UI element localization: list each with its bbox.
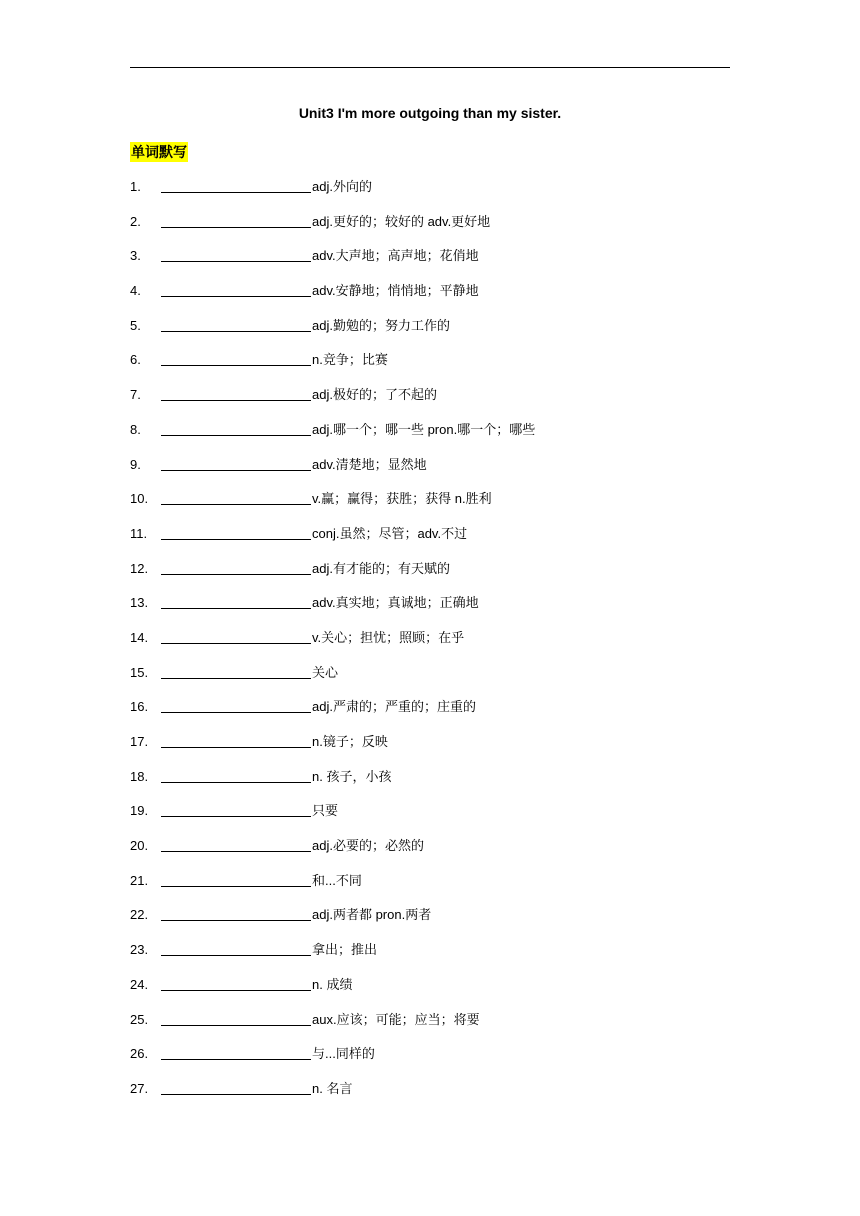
list-item <box>130 628 730 663</box>
item-number: 19. <box>130 803 149 819</box>
answer-blank[interactable] <box>161 871 311 887</box>
answer-blank[interactable] <box>161 385 311 401</box>
list-item <box>130 385 730 420</box>
item-number: 25. <box>130 1011 149 1027</box>
answer-blank[interactable] <box>161 489 311 505</box>
item-meaning: n. 孩子，小孩 <box>312 768 392 784</box>
list-item <box>130 350 730 385</box>
item-meaning: 拿出；推出 <box>312 942 378 958</box>
answer-blank[interactable] <box>161 663 311 679</box>
item-number: 9. <box>130 456 141 472</box>
item-number: 27. <box>130 1080 149 1096</box>
list-item <box>130 697 730 732</box>
item-meaning: n.镜子；反映 <box>312 734 388 749</box>
item-number: 24. <box>130 976 149 992</box>
answer-blank[interactable] <box>161 420 311 436</box>
list-item <box>130 246 730 281</box>
list-item <box>130 593 730 628</box>
item-meaning: conj.虽然；尽管；adv.不过 <box>312 525 468 541</box>
answer-blank[interactable] <box>161 975 311 991</box>
answer-blank[interactable] <box>161 697 311 713</box>
header-rule <box>130 67 730 68</box>
item-meaning: adv.大声地；高声地；花俏地 <box>312 248 479 264</box>
answer-blank[interactable] <box>161 767 311 783</box>
answer-blank[interactable] <box>161 628 311 644</box>
answer-blank[interactable] <box>161 524 311 540</box>
answer-blank[interactable] <box>161 1079 311 1095</box>
item-number: 20. <box>130 838 149 854</box>
list-item <box>130 559 730 594</box>
item-meaning: n.竞争；比赛 <box>312 352 388 368</box>
item-number: 2. <box>130 213 141 229</box>
answer-blank[interactable] <box>161 177 311 193</box>
list-item <box>130 1010 730 1045</box>
list-item <box>130 455 730 490</box>
list-item <box>130 836 730 871</box>
answer-blank[interactable] <box>161 836 311 852</box>
list-item <box>130 801 730 836</box>
item-number: 18. <box>130 768 149 784</box>
item-meaning: n. 名言 <box>312 1080 353 1096</box>
item-number: 7. <box>130 387 141 403</box>
item-number: 6. <box>130 352 141 368</box>
answer-blank[interactable] <box>161 905 311 921</box>
item-meaning: adv.安静地；悄悄地；平静地 <box>312 283 479 299</box>
list-item <box>130 663 730 698</box>
item-number: 8. <box>130 421 141 437</box>
list-item <box>130 905 730 940</box>
item-meaning: 与...同样的 <box>312 1046 375 1062</box>
list-item <box>130 1044 730 1079</box>
item-number: 26. <box>130 1046 149 1062</box>
item-meaning: adj.勤勉的；努力工作的 <box>312 317 450 333</box>
answer-blank[interactable] <box>161 801 311 817</box>
list-item <box>130 177 730 212</box>
list-item <box>130 212 730 247</box>
item-number: 16. <box>130 699 149 715</box>
list-item <box>130 281 730 316</box>
item-meaning: adj.严肃的；严重的；庄重的 <box>312 699 476 715</box>
item-number: 13. <box>130 595 149 611</box>
answer-blank[interactable] <box>161 455 311 471</box>
list-item <box>130 975 730 1010</box>
item-meaning: adj.更好的；较好的 adv.更好地 <box>312 213 491 229</box>
answer-blank[interactable] <box>161 246 311 262</box>
answer-blank[interactable] <box>161 281 311 297</box>
list-item <box>130 420 730 455</box>
item-meaning: adv.清楚地；显然地 <box>312 456 427 472</box>
item-number: 5. <box>130 317 141 333</box>
list-item <box>130 524 730 559</box>
list-item <box>130 316 730 351</box>
list-item <box>130 1079 730 1114</box>
item-meaning: adj.两者都 pron.两者 <box>312 907 432 923</box>
page-title: Unit3 I'm more outgoing than my sister. <box>298 105 562 121</box>
item-number: 10. <box>130 491 149 507</box>
item-meaning: adv.真实地；真诚地；正确地 <box>312 595 479 611</box>
answer-blank[interactable] <box>161 940 311 956</box>
answer-blank[interactable] <box>161 316 311 332</box>
item-meaning: 只要 <box>312 803 339 819</box>
item-number: 17. <box>130 734 149 749</box>
answer-blank[interactable] <box>161 593 311 609</box>
item-meaning: adj.外向的 <box>312 179 372 194</box>
item-meaning: 和...不同 <box>312 872 362 888</box>
item-meaning: adj.极好的；了不起的 <box>312 387 437 403</box>
answer-blank[interactable] <box>161 212 311 228</box>
item-number: 23. <box>130 942 149 958</box>
answer-blank[interactable] <box>161 559 311 575</box>
item-number: 15. <box>130 664 149 680</box>
list-item <box>130 871 730 906</box>
item-number: 21. <box>130 872 149 888</box>
item-number: 11. <box>130 525 148 541</box>
item-number: 22. <box>130 907 149 923</box>
list-item <box>130 732 730 767</box>
list-item <box>130 940 730 975</box>
item-meaning: adj.必要的；必然的 <box>312 838 424 854</box>
answer-blank[interactable] <box>161 1044 311 1060</box>
item-meaning: v.赢；赢得；获胜；获得 n.胜利 <box>312 491 492 507</box>
item-meaning: v.关心；担忧；照顾；在乎 <box>312 629 465 645</box>
answer-blank[interactable] <box>161 732 311 748</box>
item-meaning: adj.哪一个；哪一些 pron.哪一个；哪些 <box>312 421 536 437</box>
item-meaning: adj.有才能的；有天赋的 <box>312 560 450 576</box>
word-list <box>130 177 730 1114</box>
item-meaning: aux.应该；可能；应当；将要 <box>312 1011 480 1027</box>
item-number: 3. <box>130 248 141 264</box>
list-item <box>130 489 730 524</box>
item-number: 12. <box>130 560 149 576</box>
section-heading: 单词默写 <box>131 144 187 160</box>
item-meaning: n. 成绩 <box>312 976 353 992</box>
list-item <box>130 767 730 802</box>
answer-blank[interactable] <box>161 350 311 366</box>
answer-blank[interactable] <box>161 1010 311 1026</box>
item-number: 4. <box>130 283 141 299</box>
item-number: 1. <box>130 179 141 194</box>
item-number: 14. <box>130 629 149 645</box>
item-meaning: 关心 <box>312 664 339 680</box>
